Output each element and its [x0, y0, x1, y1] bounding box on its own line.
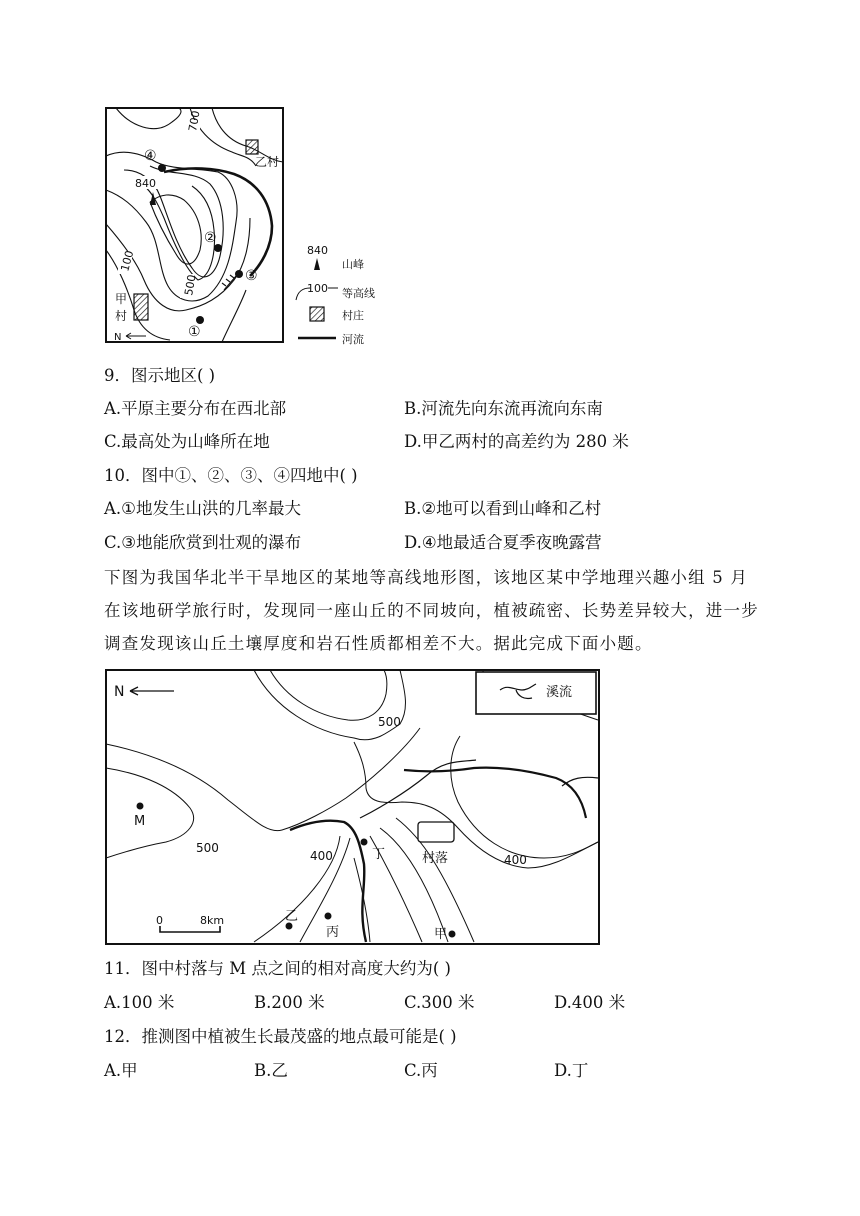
q12-option-b[interactable]: B.乙	[254, 1061, 288, 1080]
legend-peak-label: 山峰	[342, 258, 364, 271]
map2-point-jia-label: 甲	[434, 927, 448, 942]
map2-stream	[360, 760, 476, 818]
map1-village-jia-label-2: 村	[115, 309, 128, 323]
map1-village-yi-label: 乙村	[255, 155, 280, 169]
map1-cliff	[222, 275, 236, 290]
legend-village-label: 村庄	[342, 309, 364, 322]
map2-north-label: N	[114, 684, 125, 700]
q10-option-d[interactable]: D.④地最适合夏季夜晚露营	[404, 533, 602, 552]
legend-contour-label: 等高线	[342, 287, 375, 300]
map2-scale-start: 0	[156, 914, 163, 927]
q12-stem: 12．推测图中植被生长最茂盛的地点最可能是( )	[104, 1027, 457, 1046]
q11-option-c[interactable]: C.300 米	[404, 993, 475, 1012]
q12-option-a[interactable]: A.甲	[104, 1061, 138, 1080]
q10-option-a[interactable]: A.①地发生山洪的几率最大	[104, 499, 301, 518]
map1-point-1	[196, 316, 204, 324]
map1-village-jia-icon	[134, 294, 148, 320]
map2-village-label: 村落	[422, 851, 449, 866]
map2-contour-line	[106, 768, 194, 858]
map2-contour-label: 400	[504, 853, 527, 867]
map2-contour-label: 500	[196, 841, 219, 855]
map1-north-arrow	[126, 333, 146, 339]
map2-legend-stream-label: 溪流	[546, 685, 573, 700]
map1-contour-line	[222, 290, 246, 342]
legend-peak-icon	[314, 258, 320, 270]
q12-option-c[interactable]: C.丙	[404, 1061, 438, 1080]
map2-village-icon	[418, 822, 454, 842]
map2-contour-line	[270, 670, 387, 720]
map2-scale-end: 8km	[200, 914, 225, 927]
q9-option-a[interactable]: A.平原主要分布在西北部	[104, 399, 287, 418]
map1-contour-label-840: 840	[135, 177, 156, 190]
legend-contour-value: 100	[307, 282, 328, 295]
map1-contour-label-500: 500	[182, 273, 199, 297]
map2-stream	[404, 768, 586, 818]
map1-point-label-3: ③	[245, 268, 258, 284]
map1-contour-line	[116, 108, 181, 129]
map1-point-label-1: ①	[188, 324, 201, 340]
contour-map-1	[100, 100, 390, 350]
map1-north-label: N	[114, 332, 122, 343]
map1-village-jia-label: 甲	[115, 292, 128, 306]
map2-contour-label: 400	[310, 849, 333, 863]
map2-point-bing	[325, 913, 332, 920]
q11-option-d[interactable]: D.400 米	[554, 993, 626, 1012]
q9-stem: 9．图示地区( )	[104, 366, 216, 385]
map1-contour-label-700: 700	[186, 109, 203, 133]
map1-point-label-2: ②	[204, 230, 217, 246]
map2-point-ding	[361, 839, 368, 846]
map2-point-jia	[449, 931, 456, 938]
map2-point-ding-label: 丁	[372, 847, 386, 862]
q10-option-b[interactable]: B.②地可以看到山峰和乙村	[404, 499, 602, 518]
map1-village-yi-icon	[246, 140, 258, 154]
q10-stem: 10．图中①、②、③、④四地中( )	[104, 466, 358, 485]
map2-north-arrow	[130, 687, 174, 695]
legend-village-icon	[310, 307, 324, 321]
q11-option-a[interactable]: A.100 米	[104, 993, 175, 1012]
map1-point-4	[158, 164, 166, 172]
legend-river-label: 河流	[342, 333, 364, 346]
map2-contour-line	[106, 728, 420, 831]
map1-contour-label-100: 100	[118, 249, 137, 273]
intro-paragraph: 下图为我国华北半干旱地区的某地等高线地形图，该地区某中学地理兴趣小组 5 月在该地研学旅行时，发现同一座山丘的不同坡向，植被疏密、长势差异较大，进一步调查发现该山丘土壤厚度和岩石性质都相差不大。据此完成下面小题。	[104, 568, 759, 653]
map2-contour-label: 500	[378, 715, 401, 729]
legend-peak-value: 840	[307, 244, 328, 257]
q9-option-d[interactable]: D.甲乙两村的高差约为 280 米	[404, 432, 629, 451]
map2-point-m	[137, 803, 144, 810]
contour-map-2	[104, 668, 604, 948]
map2-point-yi-label: 乙	[285, 909, 299, 924]
map2-stream	[290, 821, 366, 942]
map2-legend-box	[476, 672, 596, 714]
map2-point-bing-label: 丙	[326, 925, 340, 940]
q10-option-c[interactable]: C.③地能欣赏到壮观的瀑布	[104, 533, 302, 552]
q9-option-b[interactable]: B.河流先向东流再流向东南	[404, 399, 603, 418]
q12-option-d[interactable]: D.丁	[554, 1061, 589, 1080]
map1-point-label-4: ④	[144, 148, 157, 164]
map1-point-3	[235, 270, 243, 278]
q11-option-b[interactable]: B.200 米	[254, 993, 325, 1012]
q11-stem: 11．图中村落与 M 点之间的相对高度大约为( )	[104, 959, 451, 978]
map2-point-m-label: M	[134, 814, 146, 829]
q9-option-c[interactable]: C.最高处为山峰所在地	[104, 432, 270, 451]
map2-contour-line	[451, 736, 598, 858]
